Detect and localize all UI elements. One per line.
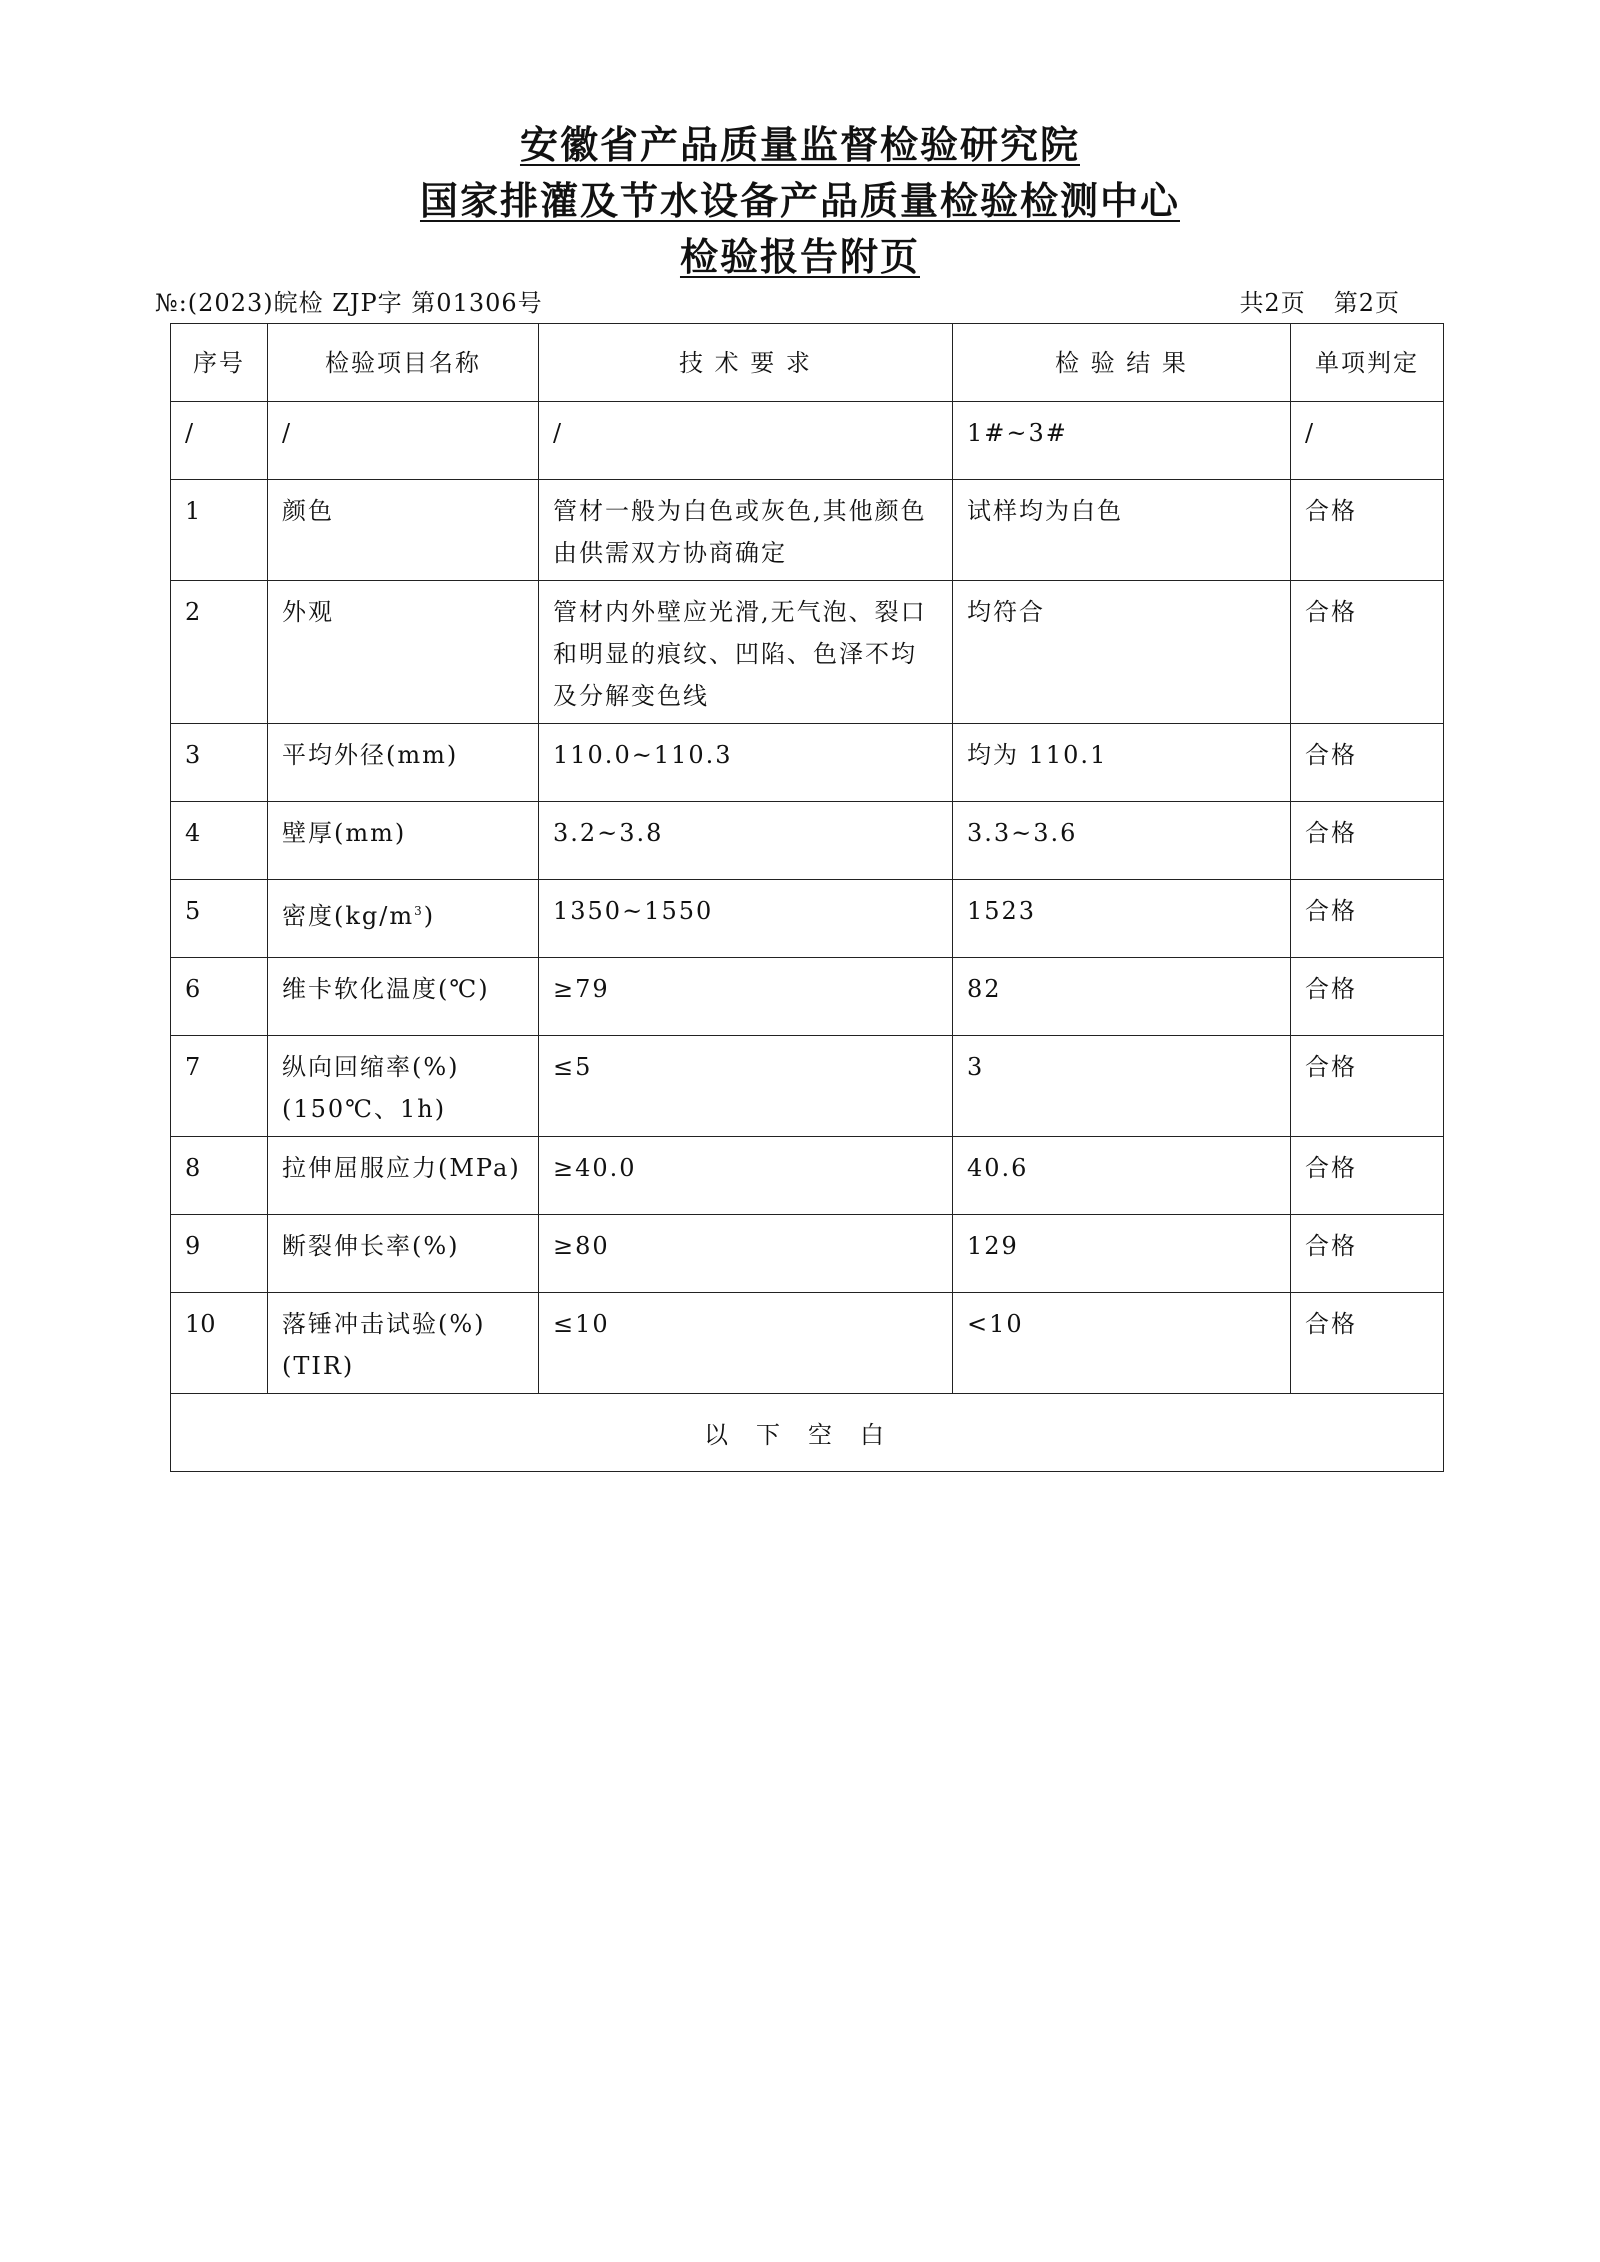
cell-result: 129 — [953, 1215, 1291, 1293]
table-footer-row — [171, 1394, 1444, 1472]
table-row — [171, 724, 1444, 802]
table-row — [171, 581, 1444, 724]
cell-item: 维卡软化温度(℃) — [268, 958, 539, 1036]
cell-result: 1523 — [953, 880, 1291, 958]
cell-result: 3 — [953, 1036, 1291, 1137]
report-number: №:(2023)皖检 ZJP字 第01306号 — [155, 289, 543, 317]
cell-result: 3.3~3.6 — [953, 802, 1291, 880]
cell-verdict: 合格 — [1291, 1137, 1444, 1215]
cell-no: 6 — [171, 958, 268, 1036]
table-row — [171, 402, 1444, 480]
cell-no: 1 — [171, 480, 268, 581]
table-row — [171, 480, 1444, 581]
cell-verdict: 合格 — [1291, 958, 1444, 1036]
cell-no: 8 — [171, 1137, 268, 1215]
cell-result: 试样均为白色 — [953, 480, 1291, 581]
table-row — [171, 880, 1444, 958]
cell-no: 2 — [171, 581, 268, 724]
cell-result: 均符合 — [953, 581, 1291, 724]
cell-item: 壁厚(mm) — [268, 802, 539, 880]
table-row — [171, 1036, 1444, 1137]
cell-no: 7 — [171, 1036, 268, 1137]
cell-requirement: ≥79 — [539, 958, 953, 1036]
cell-requirement: 1350~1550 — [539, 880, 953, 958]
cell-no: 10 — [171, 1293, 268, 1394]
cell-verdict: 合格 — [1291, 1036, 1444, 1137]
inspection-table — [170, 323, 1444, 1472]
table-row — [171, 1293, 1444, 1394]
blank-below-note: 以下空白 — [171, 1394, 1444, 1472]
density-unit-exponent: 3 — [414, 904, 424, 918]
report-title: 检验报告附页 — [679, 234, 920, 279]
cell-item: 断裂伸长率(%) — [268, 1215, 539, 1293]
cell-verdict: 合格 — [1291, 480, 1444, 581]
cell-requirement: ≥80 — [539, 1215, 953, 1293]
cell-requirement: ≤10 — [539, 1293, 953, 1394]
cell-no: 4 — [171, 802, 268, 880]
cell-verdict: 合格 — [1291, 880, 1444, 958]
cell-item: / — [268, 402, 539, 480]
cell-result: 40.6 — [953, 1137, 1291, 1215]
cell-item: 纵向回缩率(%)(150℃、1h) — [268, 1036, 539, 1137]
cell-result: 1#~3# — [953, 402, 1291, 480]
cell-requirement: ≤5 — [539, 1036, 953, 1137]
cell-requirement: ≥40.0 — [539, 1137, 953, 1215]
cell-item: 平均外径(mm) — [268, 724, 539, 802]
header-no: 序号 — [171, 324, 268, 402]
cell-verdict: 合格 — [1291, 1215, 1444, 1293]
cell-requirement: 3.2~3.8 — [539, 802, 953, 880]
table-row — [171, 1215, 1444, 1293]
header-item: 检验项目名称 — [268, 324, 539, 402]
header-requirement: 技 术 要 求 — [539, 324, 953, 402]
page-info — [1211, 288, 1400, 318]
header-result: 检 验 结 果 — [953, 324, 1291, 402]
cell-result: <10 — [953, 1293, 1291, 1394]
cell-requirement: 110.0~110.3 — [539, 724, 953, 802]
cell-requirement: 管材一般为白色或灰色,其他颜色由供需双方协商确定 — [539, 480, 953, 581]
table-row — [171, 1137, 1444, 1215]
cell-no: 3 — [171, 724, 268, 802]
center-title: 国家排灌及节水设备产品质量检验检测中心 — [419, 178, 1180, 223]
cell-verdict: 合格 — [1291, 1293, 1444, 1394]
cell-requirement: / — [539, 402, 953, 480]
cell-verdict: 合格 — [1291, 802, 1444, 880]
cell-requirement: 管材内外壁应光滑,无气泡、裂口和明显的痕纹、凹陷、色泽不均及分解变色线 — [539, 581, 953, 724]
cell-item — [268, 880, 539, 958]
table-row — [171, 958, 1444, 1036]
header-verdict: 单项判定 — [1291, 324, 1444, 402]
total-pages: 共2页 — [1239, 289, 1306, 317]
density-label: 密度(kg/m — [282, 902, 415, 930]
cell-result: 82 — [953, 958, 1291, 1036]
cell-item: 拉伸屈服应力(MPa) — [268, 1137, 539, 1215]
cell-verdict: / — [1291, 402, 1444, 480]
cell-verdict: 合格 — [1291, 581, 1444, 724]
table-header-row — [171, 324, 1444, 402]
cell-verdict: 合格 — [1291, 724, 1444, 802]
cell-result: 均为 110.1 — [953, 724, 1291, 802]
table-row — [171, 802, 1444, 880]
density-label-close: ) — [423, 902, 436, 930]
cell-item: 颜色 — [268, 480, 539, 581]
cell-no: / — [171, 402, 268, 480]
institute-title: 安徽省产品质量监督检验研究院 — [519, 122, 1080, 167]
cell-item: 落锤冲击试验(%)(TIR) — [268, 1293, 539, 1394]
cell-no: 5 — [171, 880, 268, 958]
report-meta — [155, 288, 1400, 318]
cell-no: 9 — [171, 1215, 268, 1293]
cell-item: 外观 — [268, 581, 539, 724]
current-page: 第2页 — [1333, 289, 1400, 317]
